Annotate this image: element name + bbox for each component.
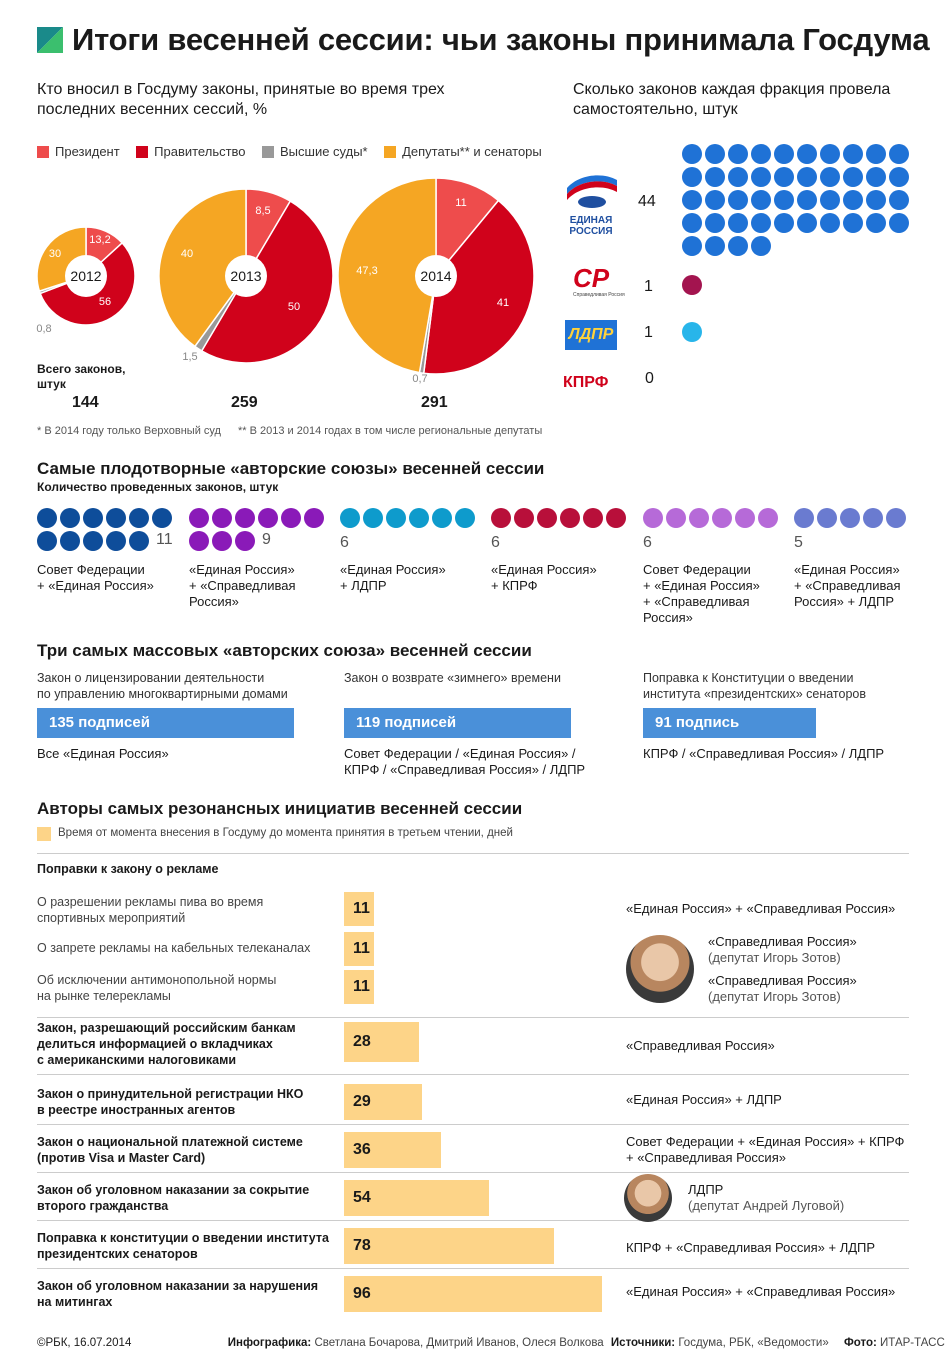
kprf-logo: КПРФ xyxy=(563,374,609,391)
section1-title: Кто вносил в Госдуму законы, принятые во время трех последних весенних сессий, % xyxy=(37,81,445,118)
resonant-law-label: Поправка к конституции о введении института президентских сенаторов xyxy=(37,1231,329,1261)
days-bar: 78 xyxy=(344,1228,554,1264)
union-label-6: «Единая Россия» + «Справедливая Россия» + ЛДПР xyxy=(794,562,901,609)
pie-value-label: 47,3 xyxy=(356,265,378,277)
author-8: КПРФ + «Справедливая Россия» + ЛДПР xyxy=(626,1240,876,1255)
legend-deputies: Депутаты** и сенаторы xyxy=(384,144,542,159)
er-value: 44 xyxy=(638,193,656,210)
pie-value-label: 13,2 xyxy=(89,234,111,246)
pie-value-label: 11 xyxy=(455,197,467,209)
union-value: 9 xyxy=(262,531,271,548)
union-value: 5 xyxy=(794,534,803,551)
resonant-law-label: Закон об уголовном наказании за нарушения на митингах xyxy=(37,1279,319,1309)
ldpr-value: 1 xyxy=(644,324,653,341)
author-3: «Справедливая Россия» (депутат Игорь Зотов) xyxy=(708,973,857,1004)
ldpr-logo: ЛДПР xyxy=(565,320,617,350)
resonant-law-label: О запрете рекламы на кабельных телеканалах xyxy=(37,941,311,955)
mass-law-3: Поправка к Конституции о введении института «президентских» сенаторов xyxy=(643,671,867,701)
union-label-1: Совет Федерации + «Единая Россия» xyxy=(37,562,154,593)
pie-year-label: 2014 xyxy=(420,268,452,284)
row-separator xyxy=(37,1074,909,1075)
pie-year-label: 2012 xyxy=(70,268,102,284)
pie-value-label: 56 xyxy=(98,296,112,308)
days-bar: 11 xyxy=(344,970,374,1004)
row-separator xyxy=(37,1124,909,1125)
row-separator xyxy=(37,1220,909,1221)
pie-value-label: 50 xyxy=(287,301,301,313)
days-legend-label: Время от момента внесения в Госдуму до момента принятия в третьем чтении, дней xyxy=(58,827,513,839)
total-laws-label: Всего законов, штук xyxy=(37,362,126,391)
section3-title: Самые плодотворные «авторские союзы» весенней сессии xyxy=(37,459,545,478)
legend-government: Правительство xyxy=(136,144,245,159)
days-bar: 11 xyxy=(344,892,374,926)
total-2014: 291 xyxy=(421,394,448,411)
author-6: Совет Федерации + «Единая Россия» + КПРФ + «Справедливая Россия» xyxy=(626,1134,905,1165)
author-7: ЛДПР (депутат Андрей Луговой) xyxy=(688,1182,845,1213)
days-bar: 96 xyxy=(344,1276,602,1312)
resonant-law-label: Закон о национальной платежной системе (против Visa и Master Card) xyxy=(37,1135,303,1165)
row-separator xyxy=(37,1017,909,1018)
mass-bar-2: 119 подписей xyxy=(344,708,571,738)
resonant-law-label: Закон о принудительной регистрации НКО в реестре иностранных агентов xyxy=(37,1087,304,1117)
footer-photo: ИТАР-ТАСС xyxy=(880,1337,945,1349)
union-value: 6 xyxy=(340,534,349,551)
author-4: «Справедливая Россия» xyxy=(626,1038,775,1053)
mass-law-1: Закон о лицензировании деятельности по управлению многоквартирными домами xyxy=(37,671,288,701)
footer-sources: Госдума, РБК, «Ведомости» xyxy=(678,1337,829,1349)
footnote-2: ** В 2013 и 2014 годах в том числе региональные депутаты xyxy=(238,425,543,437)
union-value: 6 xyxy=(643,534,652,551)
footer-infographics-label: Инфографика: xyxy=(227,1337,312,1349)
kprf-value: 0 xyxy=(645,370,654,387)
pie-value-label: 30 xyxy=(48,248,62,260)
mass-law-2: Закон о возврате «зимнего» времени xyxy=(344,671,561,685)
row-separator xyxy=(37,1268,909,1269)
footnote-1: * В 2014 году только Верховный суд xyxy=(37,425,221,437)
section3-subtitle: Количество проведенных законов, штук xyxy=(37,480,279,494)
er-logo-text-2: РОССИЯ xyxy=(569,226,613,237)
mass-authors-3: КПРФ / «Справедливая Россия» / ЛДПР xyxy=(643,746,885,761)
days-bar: 54 xyxy=(344,1180,489,1216)
page-title: Итоги весенней сессии: чьи законы принимала Госдума xyxy=(72,22,930,57)
total-2013: 259 xyxy=(231,394,258,411)
union-value: 6 xyxy=(491,534,500,551)
days-bar: 11 xyxy=(344,932,374,966)
author-5: «Единая Россия» + ЛДПР xyxy=(626,1092,782,1107)
union-label-3: «Единая Россия» + ЛДПР xyxy=(340,562,446,593)
union-value: 11 xyxy=(156,531,173,548)
pie-value-label: 41 xyxy=(496,297,510,309)
group-header: Поправки к закону о рекламе xyxy=(37,862,219,876)
author-1: «Единая Россия» + «Справедливая Россия» xyxy=(626,901,896,916)
footer-infographics: Светлана Бочарова, Дмитрий Иванов, Олеся Волкова xyxy=(314,1337,604,1349)
total-2012: 144 xyxy=(72,394,99,411)
pie-value-label: 0,7 xyxy=(412,373,428,385)
pie-value-label: 8,5 xyxy=(255,205,271,217)
mass-authors-1: Все «Единая Россия» xyxy=(37,746,169,761)
portrait-lugovoy xyxy=(624,1174,672,1222)
days-bar: 36 xyxy=(344,1132,441,1168)
legend-courts: Высшие суды* xyxy=(262,144,368,159)
author-9: «Единая Россия» + «Справедливая Россия» xyxy=(626,1284,896,1299)
footer-sources-label: Источники: xyxy=(610,1337,676,1349)
section4-title: Три самых массовых «авторских союза» весенней сессии xyxy=(37,641,532,660)
mass-authors-2: Совет Федерации / «Единая Россия» / КПРФ / «Справедливая Россия» / ЛДПР xyxy=(344,746,586,777)
pie-value-label: 1,5 xyxy=(182,351,198,363)
sr-logo-small: Справедливая Россия xyxy=(573,292,625,298)
section5-title: Авторы самых резонансных инициатив весенней сессии xyxy=(37,799,523,818)
union-label-2: «Единая Россия» + «Справедливая Россия» xyxy=(189,562,296,609)
pie-value-label: 0,8 xyxy=(36,323,52,335)
resonant-law-label: Закон, разрешающий российским банкам делиться информацией о вкладчиках с американскими налоговиками xyxy=(37,1021,296,1067)
sr-logo-text: СР xyxy=(573,263,610,293)
pie-value-label: 40 xyxy=(180,248,194,260)
mass-bar-3: 91 подпись xyxy=(643,708,816,738)
resonant-law-label: Закон об уголовном наказании за сокрытие второго гражданства xyxy=(37,1183,310,1213)
er-logo-text-1: ЕДИНАЯ xyxy=(569,215,613,226)
legend-president: Президент xyxy=(37,144,120,159)
sr-value: 1 xyxy=(644,278,653,295)
portrait-zotov xyxy=(626,935,694,1003)
resonant-law-label: О разрешении рекламы пива во время спортивных мероприятий xyxy=(37,895,264,925)
footer-photo-label: Фото: xyxy=(843,1337,877,1349)
resonant-law-label: Об исключении антимонопольной нормы на рынке телерекламы xyxy=(37,973,277,1003)
author-2: «Справедливая Россия» (депутат Игорь Зотов) xyxy=(708,934,857,965)
union-label-5: Совет Федерации + «Единая Россия» + «Справедливая Россия» xyxy=(643,562,760,625)
days-bar: 29 xyxy=(344,1084,422,1120)
mass-bar-1: 135 подписей xyxy=(37,708,294,738)
footer xyxy=(37,1337,945,1349)
pie-year-label: 2013 xyxy=(230,268,262,284)
union-label-4: «Единая Россия» + КПРФ xyxy=(491,562,597,593)
footer-copyright: ©РБК, 16.07.2014 xyxy=(37,1337,132,1349)
row-separator xyxy=(37,1172,909,1173)
section2-title: Сколько законов каждая фракция провела самостоятельно, штук xyxy=(573,81,891,118)
days-bar: 28 xyxy=(344,1022,419,1062)
